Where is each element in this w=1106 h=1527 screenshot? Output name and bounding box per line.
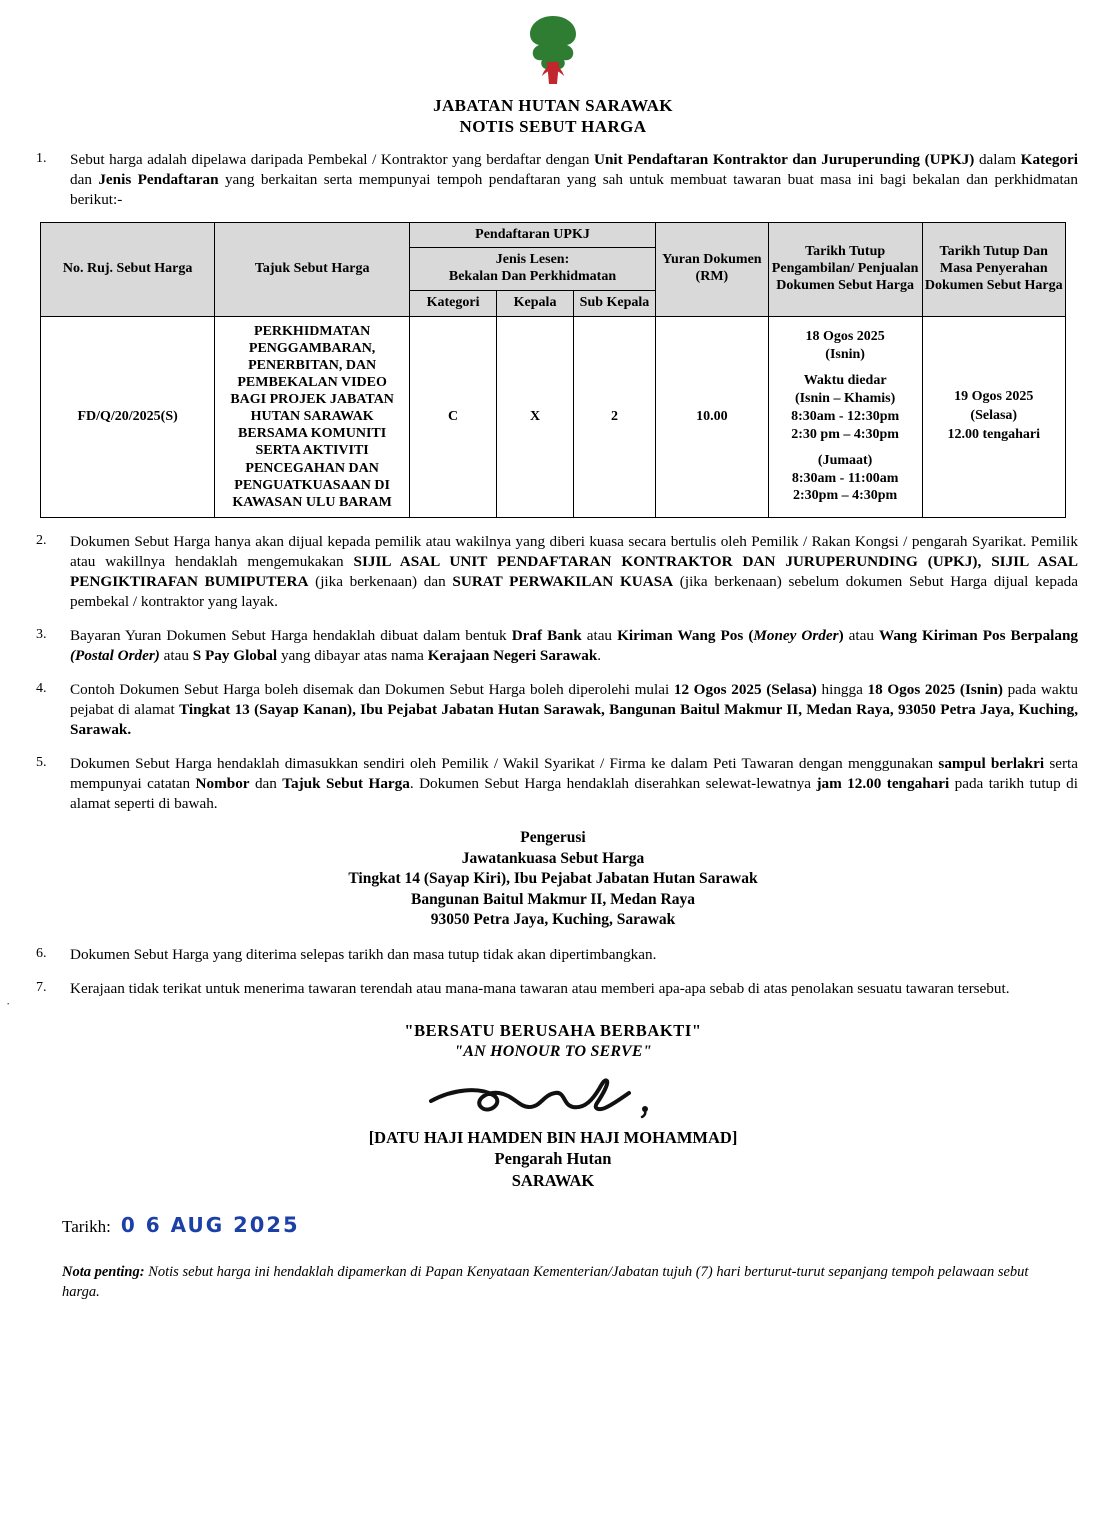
collect-day: (Isnin) bbox=[825, 347, 865, 363]
table-header-row-1 bbox=[41, 222, 1066, 248]
cell-title: PERKHIDMATAN PENGGAMBARAN, PENERBITAN, DAN PEMBEKALAN VIDEO BAGI PROJEK JABATAN HUTAN SARAWAK BERSAMA KOMUNITI SERTA AKTIVITI PENCEGAHAN DAN PENGUATKUASAAN DI KAWASAN ULU BARAM bbox=[215, 316, 410, 517]
clause-6-number: 6. bbox=[36, 945, 47, 961]
footnote-text: Notis sebut harga ini hendaklah dipamerkan di Papan Kenyataan Kementerian/Jabatan tujuh (7) hari berturut-turut sepanjang tempoh pelawaan sebut harga. bbox=[62, 1264, 1029, 1300]
clause-4 bbox=[28, 666, 1078, 740]
clause-1-text: Sebut harga adalah dipelawa daripada Pembekal / Kontraktor yang berdaftar dengan Unit Pendaftaran Kontraktor dan Juruperunding (UPKJ) dalam Kategori dan Jenis Pendaftaran yang berkaitan serta mempunyai tempoh pendaftaran yang sah untuk membuat tawaran buat masa ini bagi bekalan dan perkhidmatan berikut:- bbox=[70, 150, 1078, 208]
th-licence-type-line1: Jenis Lesen: bbox=[495, 252, 570, 268]
sched-label: Waktu diedar bbox=[803, 373, 887, 389]
clause-6 bbox=[28, 931, 1078, 965]
submit-time: 12.00 tengahari bbox=[947, 427, 1041, 443]
clause-1-number: 1. bbox=[36, 150, 47, 166]
collect-date: 18 Ogos 2025 bbox=[805, 329, 885, 345]
clause-7 bbox=[28, 965, 1078, 999]
cell-kepala: X bbox=[497, 316, 574, 517]
clause-2 bbox=[28, 518, 1078, 612]
cell-close-collect bbox=[768, 316, 922, 517]
th-kepala: Kepala bbox=[497, 291, 574, 317]
date-day: 0 6 bbox=[120, 1213, 162, 1238]
date-month: AUG bbox=[170, 1213, 225, 1238]
th-licence-type-line2: Bekalan Dan Perkhidmatan bbox=[448, 269, 617, 285]
tree-logo-icon bbox=[520, 14, 586, 91]
scan-artifact: · bbox=[6, 996, 11, 1011]
sched-weekday-time-1: 8:30am - 12:30pm bbox=[791, 408, 900, 424]
date-stamp bbox=[121, 1213, 300, 1237]
clause-2-text: Dokumen Sebut Harga hanya akan dijual kepada pemilik atau wakilnya yang diberi kuasa secara bertulis oleh Pemilik / Rakan Kongsi / pengarah Syarikat. Pemilik atau wakillnya hendaklah mengemukakan SIJIL ASAL UNIT PENDAFTARAN KONTRAKTOR DAN JURUPERUNDING (UPKJ), SIJIL ASAL PENGIKTIRAFAN BUMIPUTERA (jika berkenaan) dan SURAT PERWAKILAN KUASA (jika berkenaan) sebelum dokumen Sebut Harga dijual kepada pembekal / kontraktor yang layak. bbox=[70, 532, 1079, 610]
clause-5-text: Dokumen Sebut Harga hendaklah dimasukkan sendiri oleh Pemilik / Wakil Syarikat / Firma ke dalam Peti Tawaran dengan menggunakan sampul berlakri serta mempunyai catatan Nombor dan Tajuk Sebut Harga. Dokumen Sebut Harga hendaklah diserahkan selewat-lewatnya jam 12.00 tengahari pada tarikh tutup di alamat seperti di bawah. bbox=[70, 755, 1078, 813]
sched-weekday: (Isnin – Khamis) bbox=[794, 390, 896, 406]
sched-friday-time-2: 2:30pm – 4:30pm bbox=[793, 488, 898, 504]
handwritten-signature-icon bbox=[423, 1075, 683, 1130]
clause-3-number: 3. bbox=[36, 626, 47, 642]
th-yuran: Yuran Dokumen (RM) bbox=[656, 222, 769, 316]
clause-4-number: 4. bbox=[36, 681, 47, 697]
clause-3-text: Bayaran Yuran Dokumen Sebut Harga hendaklah dibuat dalam bentuk Draf Bank atau Kiriman Wang Pos (Money Order) atau Wang Kiriman Pos Berpalang (Postal Order) atau S Pay Global yang dibayar atas nama Kerajaan Negeri Sarawak. bbox=[70, 626, 1079, 665]
th-close-collect: Tarikh Tutup Pengambilan/ Penjualan Dokumen Sebut Harga bbox=[768, 222, 922, 316]
sched-weekday-time-2: 2:30 pm – 4:30pm bbox=[791, 426, 899, 442]
sched-friday: (Jumaat) bbox=[817, 452, 873, 468]
cell-close-submit bbox=[922, 316, 1066, 517]
signer-block bbox=[0, 1127, 1106, 1191]
th-close-submit: Tarikh Tutup Dan Masa Penyerahan Dokumen Sebut Harga bbox=[922, 222, 1066, 316]
submission-address bbox=[0, 828, 1106, 930]
th-sub-kepala: Sub Kepala bbox=[574, 291, 656, 317]
quotation-table-wrapper bbox=[40, 222, 1066, 518]
address-line-1: Pengerusi bbox=[520, 829, 586, 847]
clause-5 bbox=[28, 740, 1078, 814]
quotation-table bbox=[40, 222, 1066, 518]
clause-7-number: 7. bbox=[36, 979, 47, 995]
address-line-4: Bangunan Baitul Makmur II, Medan Raya bbox=[411, 890, 695, 908]
submit-day: (Selasa) bbox=[970, 408, 1018, 424]
footnote bbox=[62, 1263, 1044, 1302]
motto-en: "AN HONOUR TO SERVE" bbox=[454, 1042, 652, 1060]
th-licence-type bbox=[410, 248, 656, 291]
logo-container bbox=[0, 0, 1106, 91]
submit-date: 19 Ogos 2025 bbox=[954, 389, 1034, 405]
date-label: Tarikh: bbox=[62, 1217, 111, 1237]
footnote-label: Nota penting: bbox=[62, 1264, 145, 1281]
clause-3 bbox=[28, 612, 1078, 666]
clause-6-text: Dokumen Sebut Harga yang diterima selepas tarikh dan masa tutup tidak akan dipertimbangkan. bbox=[70, 945, 657, 963]
th-title: Tajuk Sebut Harga bbox=[215, 222, 410, 316]
cell-yuran: 10.00 bbox=[656, 316, 769, 517]
clause-2-number: 2. bbox=[36, 532, 47, 548]
cell-kategori: C bbox=[410, 316, 497, 517]
motto-block bbox=[0, 1021, 1106, 1061]
address-line-5: 93050 Petra Jaya, Kuching, Sarawak bbox=[430, 911, 676, 929]
th-upkj: Pendaftaran UPKJ bbox=[410, 222, 656, 248]
date-row bbox=[62, 1213, 1106, 1237]
organisation-title bbox=[0, 95, 1106, 138]
cell-sub-kepala: 2 bbox=[574, 316, 656, 517]
signer-position: Pengarah Hutan bbox=[494, 1149, 612, 1169]
motto-bm: "BERSATU BERUSAHA BERBAKTI" bbox=[404, 1020, 702, 1040]
cell-ref-no: FD/Q/20/2025(S) bbox=[41, 316, 215, 517]
clause-7-text: Kerajaan tidak terikat untuk menerima tawaran terendah atau mana-mana tawaran atau memberi apa-apa sebab di atas penolakan sesuatu tawaran tersebut. bbox=[70, 979, 1010, 997]
org-line-2: NOTIS SEBUT HARGA bbox=[459, 117, 647, 137]
clause-5-number: 5. bbox=[36, 755, 47, 771]
address-line-3: Tingkat 14 (Sayap Kiri), Ibu Pejabat Jabatan Hutan Sarawak bbox=[348, 870, 758, 888]
th-ref-no: No. Ruj. Sebut Harga bbox=[41, 222, 215, 316]
address-line-2: Jawatankuasa Sebut Harga bbox=[461, 849, 645, 867]
signer-name: [DATU HAJI HAMDEN BIN HAJI MOHAMMAD] bbox=[368, 1127, 738, 1147]
clause-4-text: Contoh Dokumen Sebut Harga boleh disemak dan Dokumen Sebut Harga boleh diperolehi mulai 12 Ogos 2025 (Selasa) hingga 18 Ogos 2025 (Isnin) pada waktu pejabat di alamat Tingkat 13 (Sayap Kanan), Ibu Pejabat Jabatan Hutan Sarawak, Bangunan Baitul Makmur II, Medan Raya, 93050 Petra Jaya, Kuching, Sarawak. bbox=[70, 681, 1079, 739]
org-line-1: JABATAN HUTAN SARAWAK bbox=[433, 96, 673, 115]
signer-state: SARAWAK bbox=[511, 1170, 595, 1190]
signature-area bbox=[0, 1075, 1106, 1127]
date-year: 2025 bbox=[233, 1213, 300, 1238]
table-row bbox=[41, 316, 1066, 517]
clause-1 bbox=[28, 138, 1078, 210]
th-kategori: Kategori bbox=[410, 291, 497, 317]
sched-friday-time-1: 8:30am - 11:00am bbox=[791, 470, 899, 486]
